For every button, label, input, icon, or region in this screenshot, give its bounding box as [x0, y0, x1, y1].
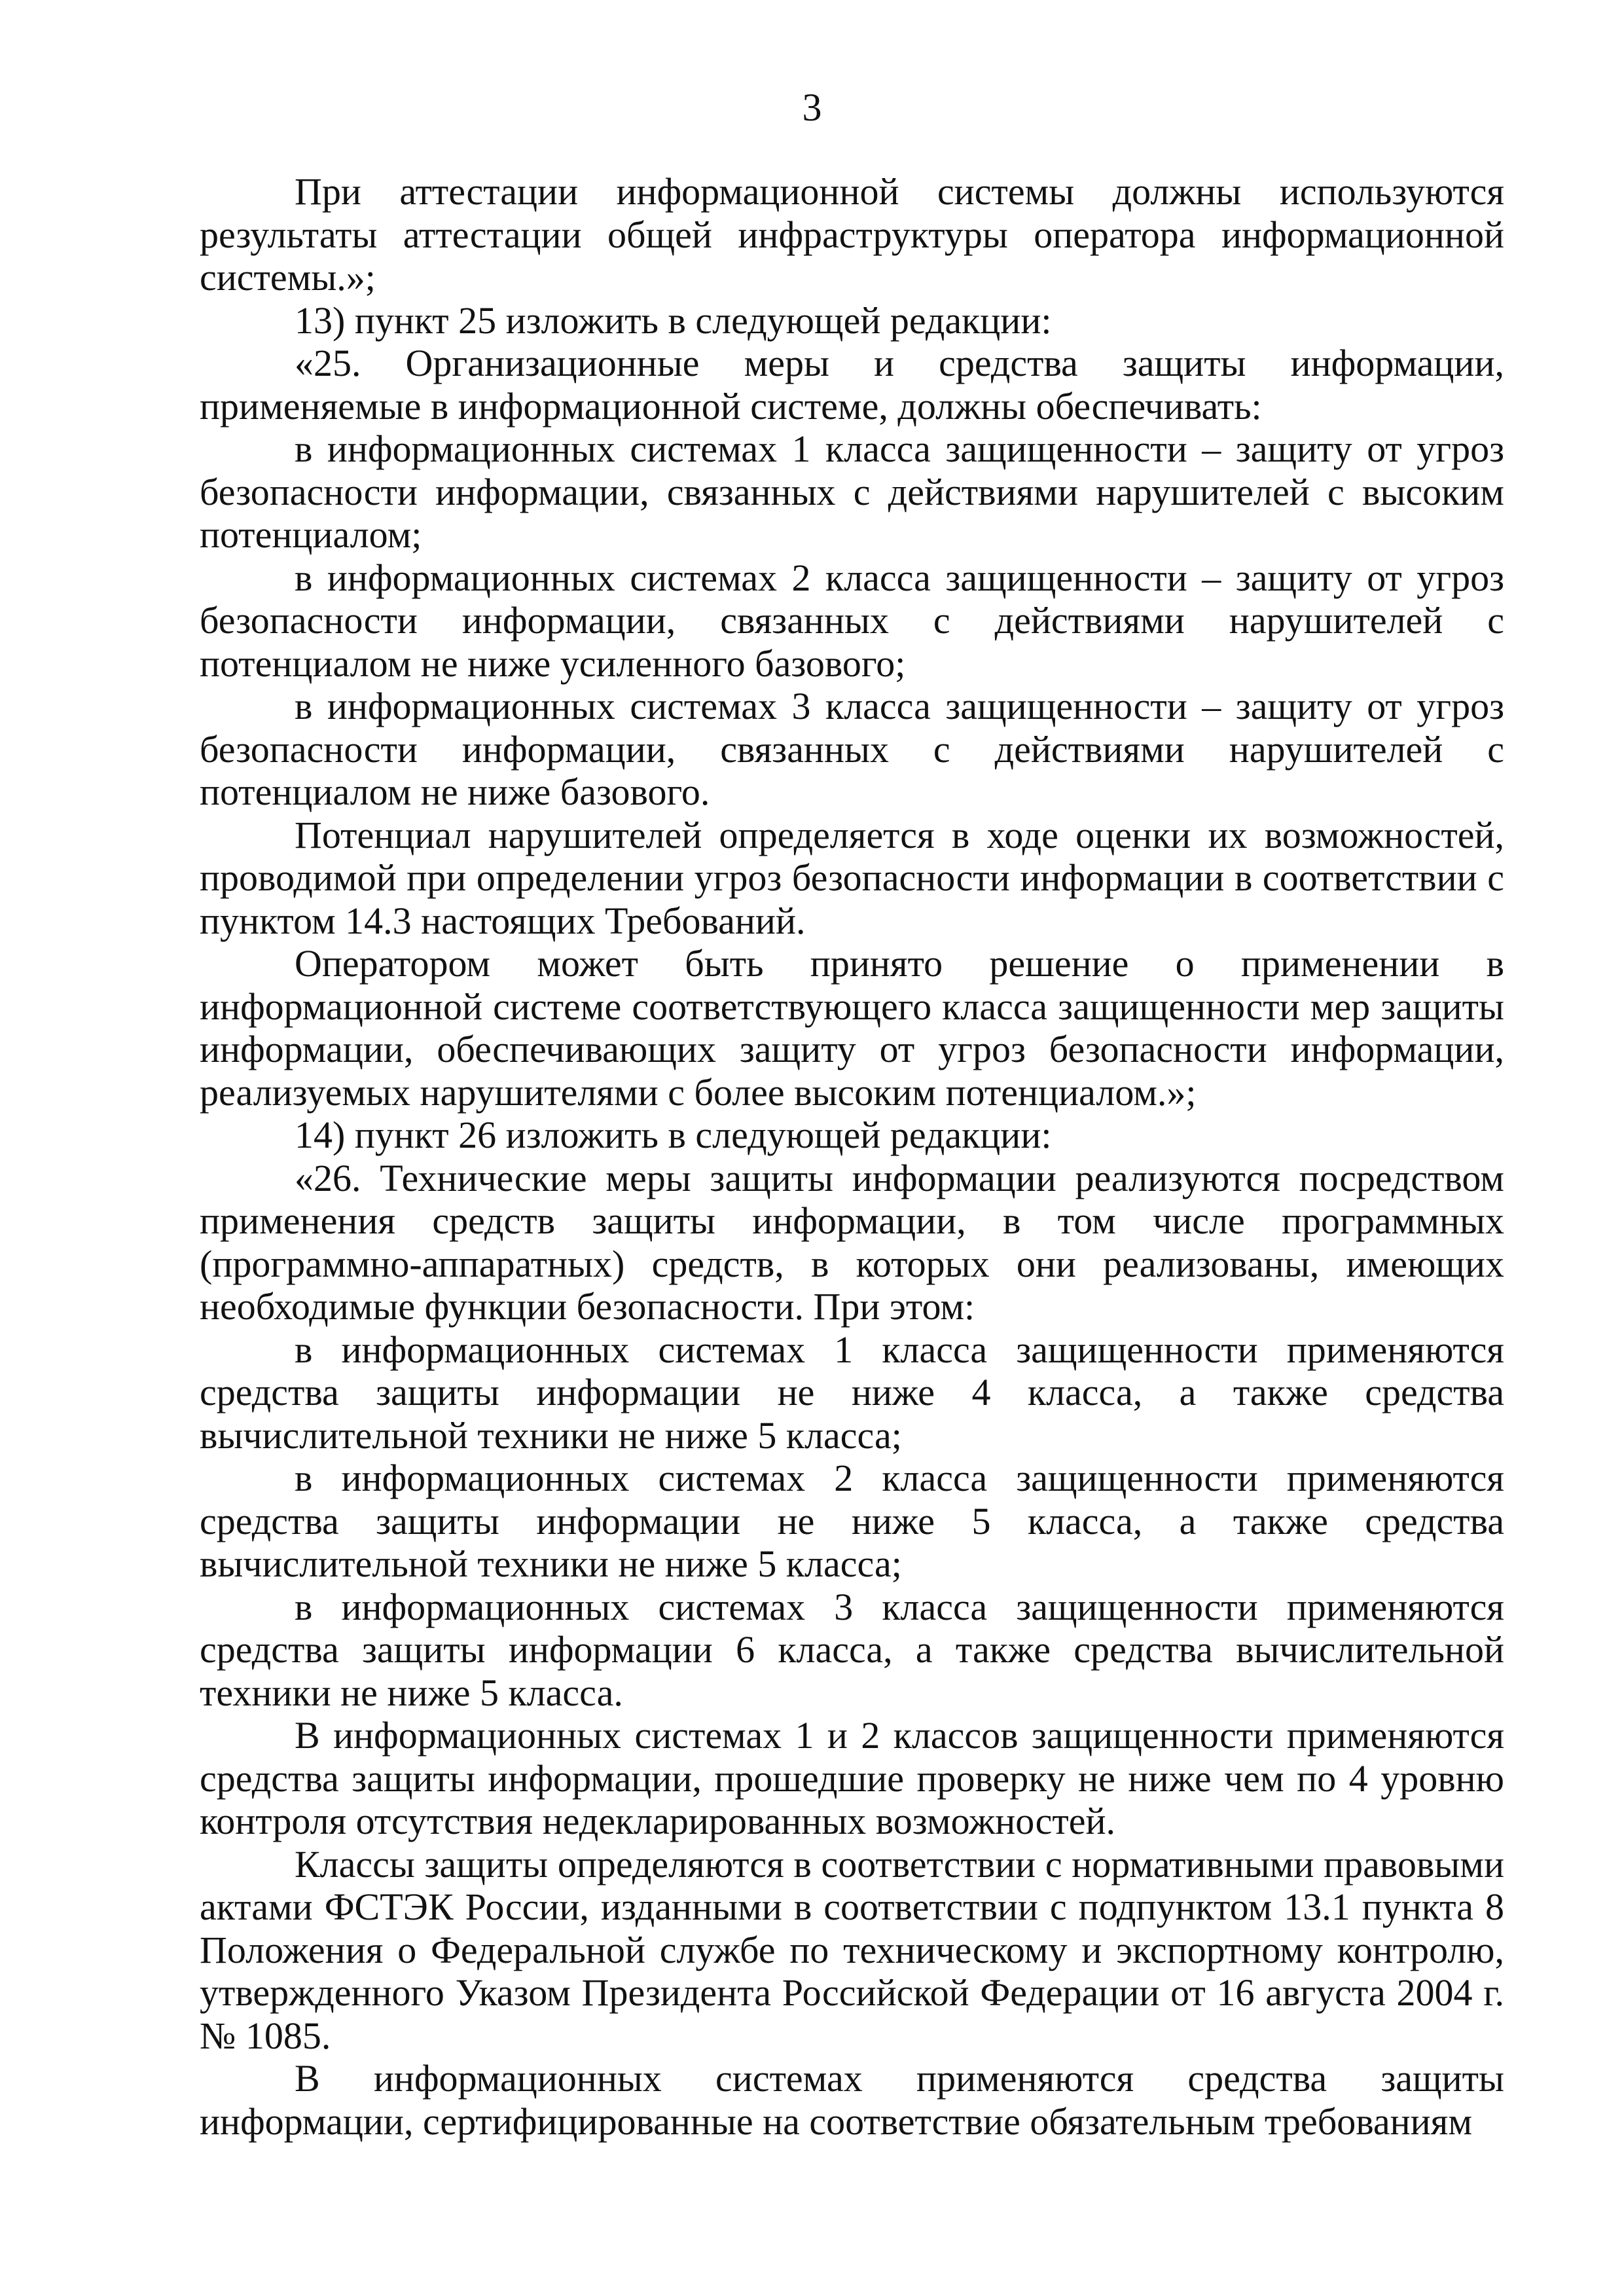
paragraph-6: в информационных системах 3 класса защищенности – защиту от угроз безопасности информации, связанных с действиями нарушителей с потенциалом не ниже базового.: [200, 685, 1504, 813]
paragraph-16: В информационных системах применяются средства защиты информации, сертифицированные на соответствие обязательным требованиям: [200, 2057, 1504, 2143]
paragraph-12: в информационных системах 2 класса защищенности применяются средства защиты информации не ниже 5 класса, а также средства вычислительной техники не ниже 5 класса;: [200, 1457, 1504, 1585]
paragraph-4: в информационных системах 1 класса защищенности – защиту от угроз безопасности информации, связанных с действиями нарушителей с высоким потенциалом;: [200, 428, 1504, 556]
page-number: 3: [802, 86, 822, 129]
paragraph-1: При аттестации информационной системы должны используются результаты аттестации общей инфраструктуры оператора информационной системы.»;: [200, 170, 1504, 299]
paragraph-14: В информационных системах 1 и 2 классов защищенности применяются средства защиты информации, прошедшие проверку не ниже чем по 4 уровню контроля отсутствия недекларированных возможностей.: [200, 1714, 1504, 1842]
paragraph-5: в информационных системах 2 класса защищенности – защиту от угроз безопасности информации, связанных с действиями нарушителей с потенциалом не ниже усиленного базового;: [200, 556, 1504, 685]
document-body: [200, 170, 1504, 2143]
paragraph-9: 14) пункт 26 изложить в следующей редакции:: [295, 1114, 1052, 1156]
paragraph-8: Оператором может быть принято решение о применении в информационной системе соответствующего класса защищенности мер защиты информации, обеспечивающих защиту от угроз безопасности информации, реализуемых нарушителями с более высоким потенциалом.»;: [200, 942, 1504, 1114]
paragraph-3: «25. Организационные меры и средства защиты информации, применяемые в информационной системе, должны обеспечивать:: [200, 342, 1504, 428]
paragraph-10: «26. Технические меры защиты информации реализуются посредством применения средств защиты информации, в том числе программных (программно-аппаратных) средств, в которых они реализованы, имеющих необходимые функции безопасности. При этом:: [200, 1156, 1504, 1328]
paragraph-2: 13) пункт 25 изложить в следующей редакции:: [295, 299, 1052, 342]
paragraph-13: в информационных системах 3 класса защищенности применяются средства защиты информации 6 класса, а также средства вычислительной техники не ниже 5 класса.: [200, 1585, 1504, 1714]
paragraph-15: Классы защиты определяются в соответствии с нормативными правовыми актами ФСТЭК России, изданными в соответствии с подпунктом 13.1 пункта 8 Положения о Федеральной службе по техническому и экспортному контролю, утвержденного Указом Президента Российской Федерации от 16 августа 2004 г. № 1085.: [200, 1842, 1504, 2057]
paragraph-11: в информационных системах 1 класса защищенности применяются средства защиты информации не ниже 4 класса, а также средства вычислительной техники не ниже 5 класса;: [200, 1328, 1504, 1457]
paragraph-7: Потенциал нарушителей определяется в ходе оценки их возможностей, проводимой при определении угроз безопасности информации в соответствии с пунктом 14.3 настоящих Требований.: [200, 813, 1504, 942]
